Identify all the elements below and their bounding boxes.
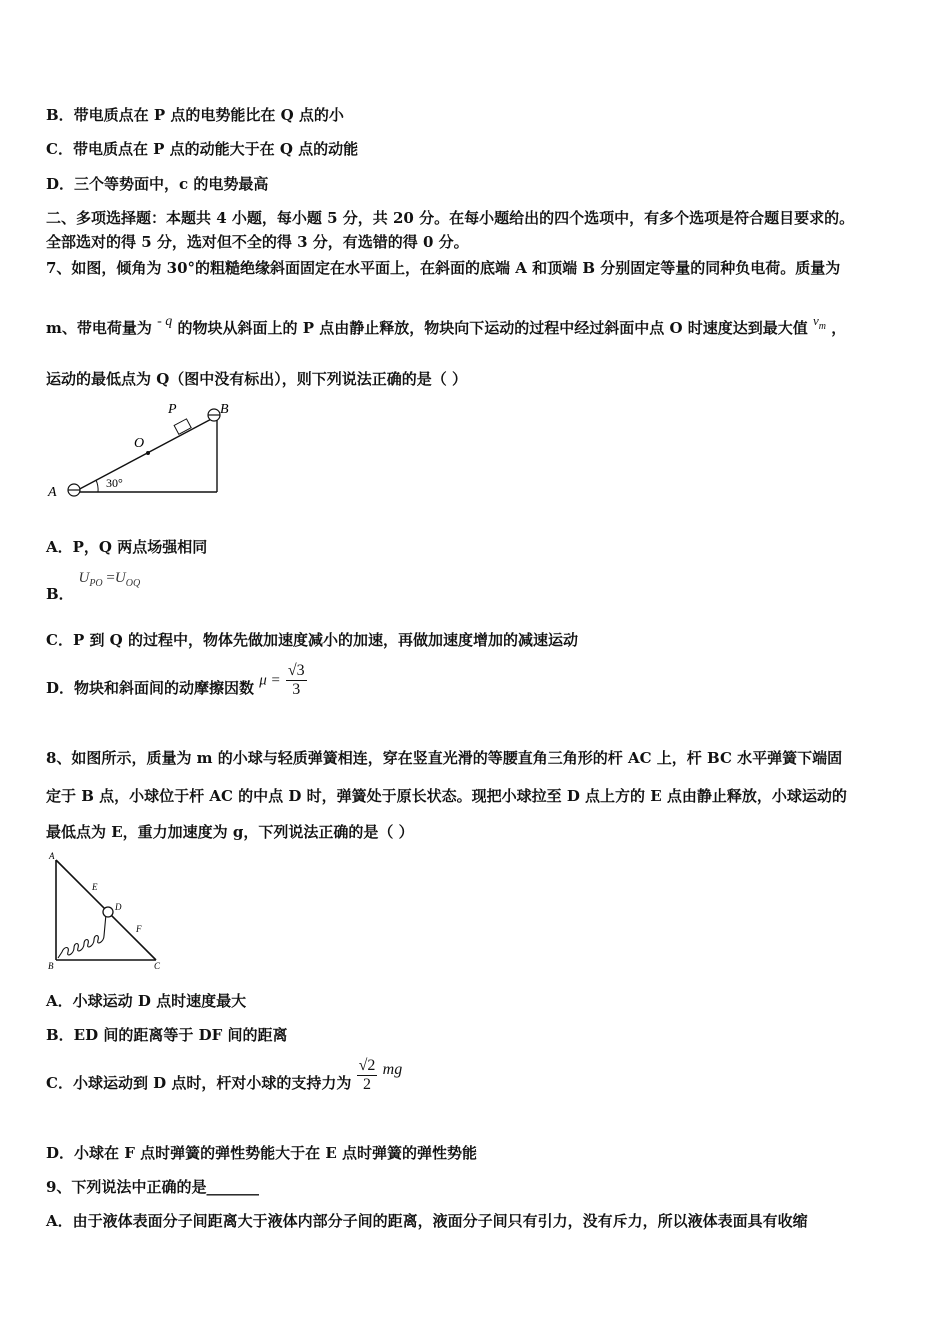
q8-label-b: B [48, 961, 54, 971]
q7-label-b: B [220, 402, 229, 417]
q8-stem-line3: 最低点为 E，重力加速度为 g，下列说法正确的是（ ） [46, 823, 414, 841]
q7-option-d-fraction [286, 662, 307, 699]
q8-option-c [46, 1057, 402, 1094]
q8-option-c-text: C．小球运动到 D 点时，杆对小球的支持力为 [46, 1073, 352, 1092]
q7-option-b-u2: U [114, 570, 126, 586]
q7-option-d [46, 662, 307, 699]
q8-ball [103, 907, 113, 917]
q7-incline-slope [74, 416, 217, 492]
q8-option-c-fraction [357, 1057, 378, 1094]
q8-option-c-den: 2 [363, 1076, 372, 1093]
q7-option-b-label: B． [46, 585, 74, 603]
q7-vm-v: v [813, 313, 819, 328]
q7-stem-line2-end: ， [831, 319, 847, 337]
q8-stem-line1: 8、如图所示，质量为 m 的小球与轻质弹簧相连，穿在竖直光滑的等腰直角三角形的杆 AC 上，杆 BC 水平弹簧下端固 [46, 749, 843, 767]
q7-vm-m: m [818, 321, 827, 332]
q7-option-b-eq: = [106, 570, 115, 586]
q8-option-b: B．ED 间的距离等于 DF 间的距离 [46, 1026, 288, 1044]
q7-option-b-sub1: PO [89, 578, 103, 589]
q7-option-d-text: D．物块和斜面间的动摩擦因数 [46, 678, 255, 697]
q7-option-d-num: √3 [287, 662, 305, 679]
q7-option-b-sub2: OQ [125, 578, 141, 589]
q8-label-e: E [92, 882, 98, 892]
q8-label-c: C [154, 961, 161, 971]
q8-option-c-num: √2 [358, 1057, 376, 1074]
q7-option-b-u1: U [78, 570, 90, 586]
q7-stem-line2 [46, 313, 847, 338]
q7-option-b [46, 566, 141, 603]
q8-triangle-figure [44, 850, 174, 972]
option-c-prev: C．带电质点在 P 点的动能大于在 Q 点的动能 [46, 140, 359, 158]
q7-incline-figure [40, 395, 230, 505]
q9-stem: 9、下列说法中正确的是_______ [46, 1178, 259, 1196]
q8-label-d: D [115, 902, 122, 912]
q8-option-d: D．小球在 F 点时弹簧的弹性势能大于在 E 点时弹簧的弹性势能 [46, 1144, 477, 1162]
q7-option-a: A．P，Q 两点场强相同 [46, 538, 208, 556]
q7-stem-line1: 7、如图，倾角为 30°的粗糙绝缘斜面固定在水平面上，在斜面的底端 A 和顶端 B 分别固定等量的同种负电荷。质量为 [46, 259, 841, 277]
q7-stem-line2-b: 的物块从斜面上的 P 点由静止释放，物块向下运动的过程中经过斜面中点 O 时速度达到最大值 [177, 319, 808, 337]
q7-option-d-den: 3 [292, 681, 301, 698]
q7-charge: - q [157, 314, 173, 329]
q7-point-o [146, 451, 150, 455]
q7-label-a: A [48, 485, 57, 500]
q7-stem-line2-a: m、带电荷量为 [46, 319, 152, 337]
q7-stem-line3: 运动的最低点为 Q（图中没有标出），则下列说法正确的是（ ） [46, 370, 468, 388]
q8-spring [58, 914, 106, 958]
q7-label-p: P [168, 402, 177, 417]
q8-label-f: F [136, 924, 142, 934]
q8-option-c-mg: mg [382, 1060, 403, 1078]
q7-label-o: O [134, 436, 145, 451]
q7-option-d-mu: μ = [259, 672, 281, 689]
q7-option-c: C．P 到 Q 的过程中，物体先做加速度减小的加速，再做加速度增加的减速运动 [46, 631, 578, 649]
q8-stem-line2: 定于 B 点，小球位于杆 AC 的中点 D 时，弹簧处于原长状态。现把小球拉至 D 点上方的 E 点由静止释放，小球运动的 [46, 787, 847, 805]
section-heading-line1: 二、多项选择题：本题共 4 小题，每小题 5 分，共 20 分。在每小题给出的四个选项中，有多个选项是符合题目要求的。 [46, 209, 855, 227]
section-heading-line2: 全部选对的得 5 分，选对但不全的得 3 分，有选错的得 0 分。 [46, 233, 469, 251]
q7-vm [813, 313, 827, 332]
q7-label-angle: 30° [106, 476, 123, 490]
q7-angle-arc [96, 480, 98, 492]
option-d-prev: D．三个等势面中，c 的电势最高 [46, 175, 269, 193]
q9-option-a: A．由于液体表面分子间距离大于液体内部分子间的距离，液面分子间只有引力，没有斥力，所以液体表面具有收缩 [46, 1212, 808, 1230]
option-b-prev: B．带电质点在 P 点的电势能比在 Q 点的小 [46, 106, 344, 124]
q8-option-a: A．小球运动 D 点时速度最大 [46, 992, 247, 1010]
q7-block [174, 419, 191, 434]
q8-label-a: A [49, 851, 55, 861]
q7-option-b-formula [78, 570, 141, 589]
